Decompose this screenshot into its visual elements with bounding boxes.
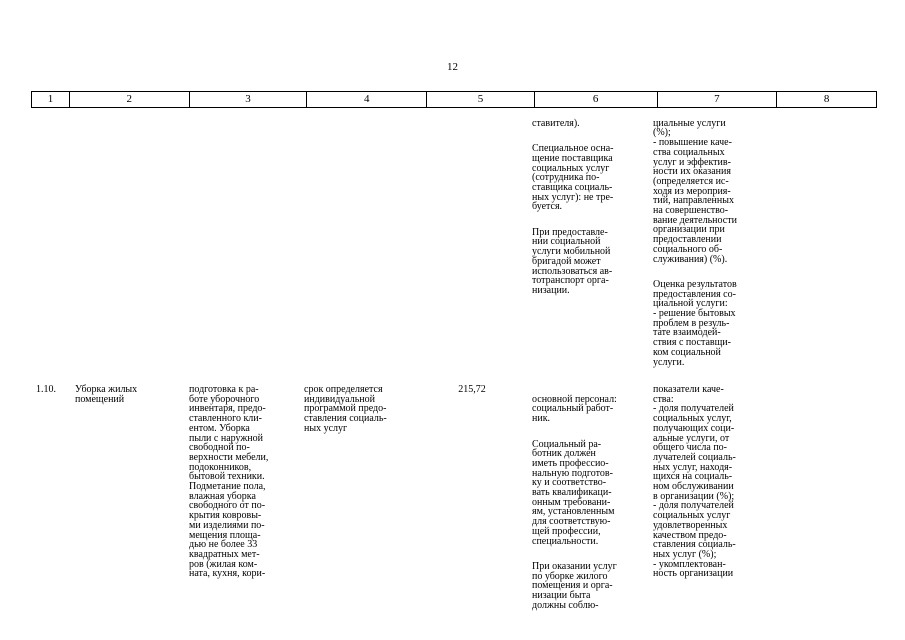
continuation-col7 — [653, 109, 771, 377]
header-col-2: 2 — [70, 92, 190, 107]
table-header-row — [31, 91, 877, 108]
row-col6-para: При оказании услуг по уборке жилого помещения и орга- низации быта должны соблю- — [532, 560, 617, 611]
page-number: 12 — [447, 61, 458, 73]
continuation-col7-para: циальные услуги (%); - повышение каче- ства социальных услуг и эффектив- ности их оказания (определяется ис- ходя из мероприя- тий, направленных на совершенство- вание деятельности организации при предоставлении социального об- служивания) (%). — [653, 117, 737, 265]
continuation-col6-para: При предоставле- нии социальной услуги мобильной бригадой может использоваться ав- тотранспорт орга- низации. — [532, 226, 613, 296]
row-col6-para: Социальный ра- ботник должен иметь профессио- нальную подготов- ку и соответство- вать квалификаци- онным требовани- ям, установленным для соответствую- щей профессии, специальности. — [532, 438, 615, 547]
header-col-7: 7 — [658, 92, 778, 107]
row-number: 1.10. — [36, 384, 56, 395]
row-col6 — [532, 385, 650, 620]
header-col-6: 6 — [535, 92, 658, 107]
row-service-name: Уборка жилых помещений — [75, 384, 138, 405]
header-col-8: 8 — [823, 93, 830, 105]
header-col-4: 4 — [307, 92, 427, 107]
row-service-description: подготовка к ра- боте уборочного инвентаря, предо- ставленного кли- ентом. Уборка пыли с наружной свободной по- верхности мебели, подоконников, бытовой техники. Подметание пола, влажная уборка свободного от по- крытия ковровы- ми изделиями по- мещения площа- дью не более 33 квадратных мет- ров (жилая ком- ната, кухня, кори- — [189, 384, 269, 580]
header-col-1: 1 — [32, 92, 70, 107]
continuation-col6-para: Специальное осна- щение поставщика социальных услуг (сотрудника по- ставщика социаль- ных услуг): не тре- буется. — [532, 143, 614, 213]
row-col7: показатели каче- ства: - доля получателей социальных услуг, получающих соци- альные услуги, от общего числа по- лучателей социаль- ных услуг, находя- щихся на социаль- ном обслуживании в организации (%); - доля получателей социальных услуг удовлетворенных качеством предо- ставления социаль- ных услуг (%); - укомплектован- ность организации — [653, 384, 736, 580]
row-col6-para: основной персонал: социальный работ- ник. — [532, 393, 617, 425]
header-col-5: 5 — [427, 92, 535, 107]
continuation-col7-para: Оценка результатов предоставления со- циальной услуги: - решение бытовых проблем в резуль- тате взаимодей- ствия с поставщи- ком социальной услуги. — [653, 278, 737, 368]
header-col-3: 3 — [190, 92, 308, 107]
continuation-col6-para: ставителя). — [532, 117, 580, 129]
row-service-price: 215,72 — [458, 384, 486, 395]
continuation-col6 — [532, 109, 650, 305]
row-service-term: срок определяется индивидуальной программой предо- ставления социаль- ных услуг — [304, 384, 387, 434]
